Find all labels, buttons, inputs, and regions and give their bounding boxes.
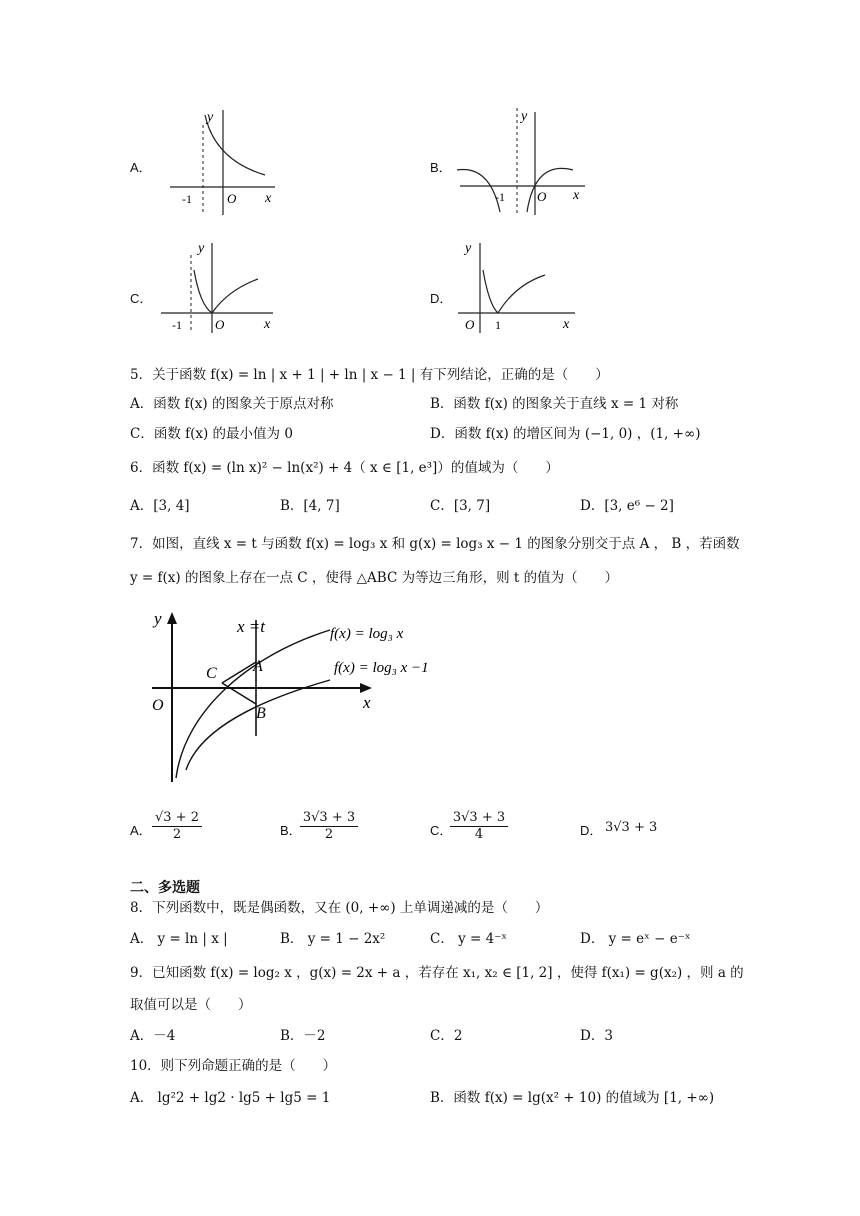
- origin-label: O: [215, 317, 225, 332]
- q7-option-d-label: D．: [580, 823, 603, 838]
- q9-option-b: B．－2: [280, 1028, 326, 1044]
- q4-graph-a: [165, 105, 280, 220]
- curve-g-label: f(x) = log₃ x −1: [334, 660, 429, 676]
- q9-option-c: C．2: [430, 1028, 463, 1044]
- q4-graph-b: [455, 100, 590, 220]
- curve-f-label: f(x) = log₃ x: [330, 626, 404, 642]
- origin-label: O: [152, 697, 164, 714]
- point-c-label: C: [206, 665, 217, 682]
- point-b-label: B: [256, 705, 266, 722]
- q10-option-b: B．函数 f(x) = lg(x² + 10) 的值域为 [1, +∞): [430, 1090, 715, 1106]
- q7-figure: [140, 600, 460, 790]
- q10-option-a: A． lg²2 + lg2 · lg5 + lg5 = 1: [130, 1090, 331, 1106]
- q9-stem-line2: 取值可以是（ ）: [130, 997, 252, 1013]
- q7-option-c-label: C．: [430, 823, 453, 838]
- q7-option-a-fraction: [152, 810, 202, 842]
- tick-label: -1: [495, 190, 505, 204]
- y-axis-label: y: [207, 110, 214, 125]
- line-x-eq-t-label: x =t: [237, 617, 265, 636]
- q8-option-b: B． y = 1 − 2x²: [280, 931, 386, 947]
- q6-option-c: C．[3, 7]: [430, 498, 491, 514]
- q5-option-c: C．函数 f(x) 的最小值为 0: [130, 426, 293, 442]
- q7-option-b-fraction: [300, 810, 358, 842]
- point-a-label: A: [253, 658, 263, 675]
- tick-label: -1: [172, 318, 182, 332]
- tick-label: 1: [495, 318, 501, 332]
- q7-stem-line1: 7．如图，直线 x = t 与函数 f(x) = log₃ x 和 g(x) = log₃ x − 1 的图象分别交于点 A ， B ，若函数: [130, 536, 740, 552]
- q6-option-a: A．[3, 4]: [130, 498, 190, 514]
- q4-option-b-label: B．: [430, 160, 452, 175]
- x-axis-label: x: [573, 188, 580, 203]
- q7-option-b-label: B．: [280, 823, 302, 838]
- x-axis-label: x: [265, 191, 272, 206]
- q8-option-a: A． y = ln | x |: [130, 931, 228, 947]
- q5-stem: 5．关于函数 f(x) = ln | x + 1 | + ln | x − 1 | 有下列结论，正确的是（ ）: [130, 367, 609, 383]
- q7-option-d-value: 3√3 + 3: [605, 820, 658, 835]
- q8-stem: 8．下列函数中，既是偶函数，又在 (0, +∞) 上单调递减的是（ ）: [130, 900, 549, 916]
- tick-label: -1: [182, 192, 192, 206]
- q8-option-c: C． y = 4⁻ˣ: [430, 931, 508, 947]
- origin-label: O: [465, 317, 475, 332]
- q9-option-a: A．－4: [130, 1028, 176, 1044]
- q4-option-a-label: A．: [130, 160, 152, 175]
- origin-label: O: [537, 189, 547, 204]
- denominator: 4: [474, 827, 484, 842]
- q7-option-a-label: A．: [130, 823, 152, 838]
- q10-stem: 10．则下列命题正确的是（ ）: [130, 1058, 337, 1074]
- q8-option-d: D． y = eˣ − e⁻ˣ: [580, 931, 691, 947]
- q4-graph-d: [455, 235, 580, 335]
- q9-option-d: D．3: [580, 1028, 613, 1044]
- q5-option-b: B．函数 f(x) 的图象关于直线 x = 1 对称: [430, 396, 679, 412]
- q6-option-b: B．[4, 7]: [280, 498, 340, 514]
- numerator: 3√3 + 3: [300, 810, 358, 827]
- numerator: √3 + 2: [152, 810, 202, 827]
- q4-option-d-label: D．: [430, 291, 453, 306]
- x-axis-label: x: [363, 693, 371, 712]
- q4-option-c-label: C．: [130, 291, 153, 306]
- q9-stem-line1: 9．已知函数 f(x) = log₂ x ，g(x) = 2x + a ，若存在 x₁, x₂ ∈ [1, 2] ，使得 f(x₁) = g(x₂) ，则 a 的: [130, 965, 744, 981]
- q6-stem: 6．函数 f(x) = (ln x)² − ln(x²) + 4（ x ∈ [1, e³]）的值域为（ ）: [130, 460, 559, 476]
- q5-option-d: D．函数 f(x) 的增区间为 (−1, 0) ，(1, +∞): [430, 426, 701, 442]
- y-axis-label: y: [465, 241, 472, 256]
- x-axis-label: x: [264, 317, 271, 332]
- q7-stem-line2: y = f(x) 的图象上存在一点 C ，使得 △ABC 为等边三角形，则 t 的值为（ ）: [130, 570, 619, 586]
- q5-option-a: A．函数 f(x) 的图象关于原点对称: [130, 396, 334, 412]
- x-axis-label: x: [563, 317, 570, 332]
- q6-option-d: D．[3, e⁶ − 2]: [580, 498, 674, 514]
- y-axis-label: y: [521, 109, 528, 124]
- section-heading: 二、多选题: [130, 880, 200, 896]
- q4-graph-c: [158, 235, 278, 335]
- denominator: 2: [324, 827, 334, 842]
- numerator: 3√3 + 3: [450, 810, 508, 827]
- denominator: 2: [172, 827, 182, 842]
- q7-option-c-fraction: [450, 810, 508, 842]
- y-axis-label: y: [198, 241, 205, 256]
- y-axis-label: y: [154, 609, 162, 628]
- origin-label: O: [227, 191, 237, 206]
